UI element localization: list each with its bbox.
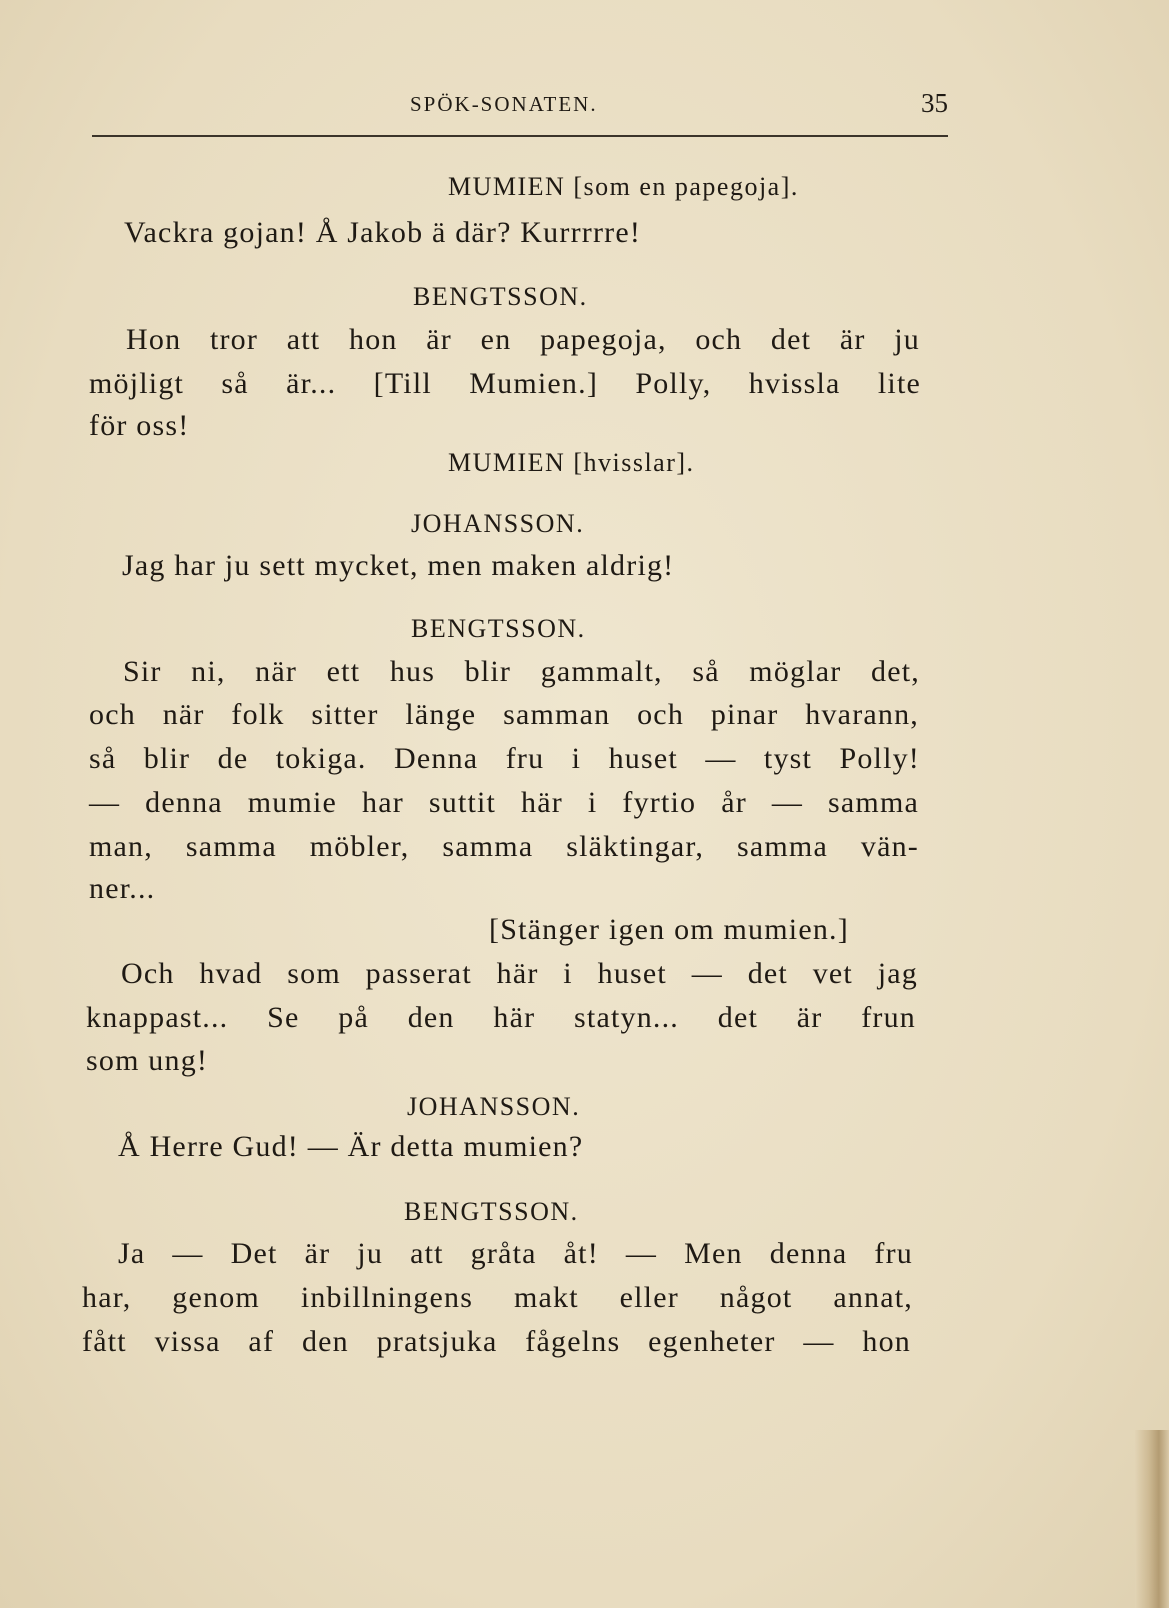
dialogue-line: ner... (89, 872, 156, 905)
stage-direction: MUMIEN [som en papegoja]. (448, 172, 799, 201)
dialogue-line: möjligt så är... [Till Mumien.] Polly, hvissla lite (89, 367, 921, 400)
dialogue-line: så blir de tokiga. Denna fru i huset — tyst Polly! (89, 742, 920, 775)
dialogue-line: har, genom inbillningens makt eller något annat, (82, 1281, 913, 1314)
dialogue-line: Å Herre Gud! — Är detta mumien? (118, 1130, 584, 1163)
speaker-name: JOHANSSON. (411, 509, 585, 538)
dialogue-line: Hon tror att hon är en papegoja, och det är ju (126, 323, 920, 356)
dialogue-line: för oss! (89, 409, 190, 442)
dialogue-line: — denna mumie har suttit här i fyrtio år — samma (89, 786, 919, 819)
binding-edge (1135, 1430, 1169, 1608)
speaker-name: BENGTSSON. (404, 1197, 579, 1226)
dialogue-line: och när folk sitter länge samman och pinar hvarann, (89, 698, 919, 731)
speaker-name: BENGTSSON. (413, 282, 588, 311)
speaker-name: BENGTSSON. (411, 614, 586, 643)
dialogue-line: Sir ni, när ett hus blir gammalt, så möglar det, (123, 655, 920, 688)
dialogue-line: Ja — Det är ju att gråta åt! — Men denna fru (118, 1237, 913, 1270)
page-number: 35 (921, 88, 948, 118)
header-rule (92, 135, 948, 137)
running-title: SPÖK-SONATEN. (410, 92, 598, 116)
dialogue-line: Vackra gojan! Å Jakob ä där? Kurrrrre! (124, 216, 642, 249)
dialogue-line: som ung! (86, 1044, 209, 1077)
page-header (92, 88, 948, 124)
dialogue-line: knappast... Se på den här statyn... det är frun (86, 1001, 916, 1034)
dialogue-line: Jag har ju sett mycket, men maken aldrig! (122, 549, 675, 582)
stage-direction: MUMIEN [hvisslar]. (448, 448, 695, 477)
dialogue-line: man, samma möbler, samma släktingar, samma vän- (89, 830, 919, 863)
dialogue-line: fått vissa af den pratsjuka fågelns egenheter — hon (82, 1325, 911, 1358)
dialogue-line: Och hvad som passerat här i huset — det vet jag (121, 957, 918, 990)
speaker-name: JOHANSSON. (407, 1092, 581, 1121)
stage-direction: [Stänger igen om mumien.] (489, 913, 849, 946)
